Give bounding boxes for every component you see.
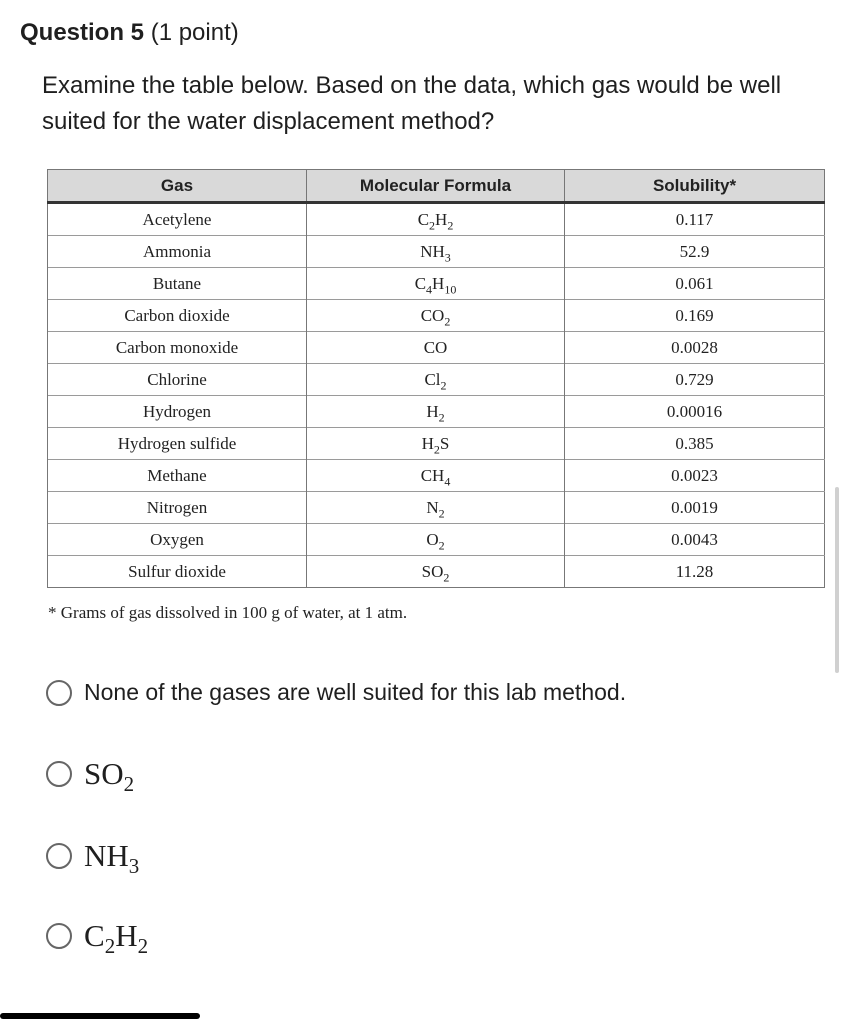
formula-part: C xyxy=(84,918,105,953)
formula-subscript: 2 xyxy=(440,377,447,392)
gas-solubility-table xyxy=(47,169,825,588)
formula-part: H xyxy=(115,918,138,953)
formula-subscript: 2 xyxy=(443,569,450,584)
solubility-cell: 11.28 xyxy=(565,556,825,588)
question-header xyxy=(20,17,239,49)
table-row xyxy=(48,203,825,236)
formula-cell xyxy=(307,364,565,396)
table-body xyxy=(48,203,825,588)
table-footnote: * Grams of gas dissolved in 100 g of water, at 1 atm. xyxy=(48,603,408,622)
gas-name-cell: Oxygen xyxy=(48,524,307,556)
formula-subscript: 4 xyxy=(444,473,451,488)
column-header-gas: Gas xyxy=(48,170,307,203)
formula-cell xyxy=(307,428,565,460)
formula-cell xyxy=(307,203,565,236)
solubility-cell: 0.0043 xyxy=(565,524,825,556)
table-row xyxy=(48,300,825,332)
formula-part: CO xyxy=(423,337,448,357)
answer-option-none[interactable] xyxy=(46,679,626,706)
formula-part: SO xyxy=(421,561,444,581)
question-points: (1 point) xyxy=(150,19,239,46)
formula-subscript: 2 xyxy=(433,441,440,456)
table-row xyxy=(48,236,825,268)
radio-button[interactable] xyxy=(46,843,72,869)
formula-part: H xyxy=(435,209,448,229)
formula-part: O xyxy=(426,529,439,549)
gas-name-cell: Nitrogen xyxy=(48,492,307,524)
formula-part: Cl xyxy=(424,369,441,389)
formula-part: C xyxy=(414,273,427,293)
table-row xyxy=(48,396,825,428)
gas-name-cell: Hydrogen xyxy=(48,396,307,428)
column-header-formula: Molecular Formula xyxy=(307,170,565,203)
formula-subscript: 2 xyxy=(104,934,116,959)
solubility-cell: 0.169 xyxy=(565,300,825,332)
formula-cell xyxy=(307,268,565,300)
formula-cell xyxy=(307,300,565,332)
gas-name-cell: Sulfur dioxide xyxy=(48,556,307,588)
formula-subscript: 2 xyxy=(429,217,436,232)
solubility-cell: 52.9 xyxy=(565,236,825,268)
formula-part: C xyxy=(417,209,430,229)
gas-name-cell: Butane xyxy=(48,268,307,300)
radio-button[interactable] xyxy=(46,923,72,949)
scrollbar[interactable] xyxy=(835,487,839,673)
formula-subscript: 3 xyxy=(444,249,451,264)
formula-cell xyxy=(307,332,565,364)
table-row xyxy=(48,524,825,556)
table-row xyxy=(48,492,825,524)
formula-subscript: 2 xyxy=(438,409,445,424)
formula-cell xyxy=(307,236,565,268)
answer-option-c2h2[interactable] xyxy=(46,918,149,959)
table-row xyxy=(48,332,825,364)
formula-subscript: 2 xyxy=(438,537,445,552)
question-title: Question 5 xyxy=(20,19,145,46)
formula-subscript: 2 xyxy=(438,505,445,520)
formula-cell xyxy=(307,492,565,524)
table-row xyxy=(48,268,825,300)
table-row xyxy=(48,556,825,588)
gas-name-cell: Carbon dioxide xyxy=(48,300,307,332)
solubility-cell: 0.061 xyxy=(565,268,825,300)
solubility-cell: 0.117 xyxy=(565,203,825,236)
formula-part: NH xyxy=(420,241,445,261)
formula-part: H xyxy=(421,433,434,453)
formula-cell xyxy=(307,524,565,556)
formula-part: NH xyxy=(84,838,129,873)
formula-subscript: 2 xyxy=(123,772,135,797)
gas-name-cell: Ammonia xyxy=(48,236,307,268)
radio-button[interactable] xyxy=(46,680,72,706)
formula-part: H xyxy=(426,401,439,421)
question-text: Examine the table below. Based on the data, which gas would be well suited for the water displacement method? xyxy=(42,72,782,135)
table-row xyxy=(48,460,825,492)
answer-option-formula xyxy=(84,918,149,959)
solubility-cell: 0.729 xyxy=(565,364,825,396)
formula-cell xyxy=(307,460,565,492)
formula-cell xyxy=(307,396,565,428)
formula-subscript: 4 xyxy=(426,281,433,296)
solubility-cell: 0.0023 xyxy=(565,460,825,492)
solubility-cell: 0.0028 xyxy=(565,332,825,364)
formula-part: S xyxy=(439,433,450,453)
formula-part: N xyxy=(426,497,439,517)
gas-name-cell: Hydrogen sulfide xyxy=(48,428,307,460)
formula-part: CH xyxy=(420,465,445,485)
home-indicator[interactable] xyxy=(0,1013,200,1019)
formula-subscript: 2 xyxy=(137,934,149,959)
radio-button[interactable] xyxy=(46,761,72,787)
formula-cell xyxy=(307,556,565,588)
formula-subscript: 3 xyxy=(128,854,140,879)
gas-name-cell: Acetylene xyxy=(48,203,307,236)
solubility-cell: 0.385 xyxy=(565,428,825,460)
answer-option-formula xyxy=(84,756,135,797)
table-row xyxy=(48,428,825,460)
solubility-cell: 0.0019 xyxy=(565,492,825,524)
formula-part: CO xyxy=(420,305,445,325)
table-row xyxy=(48,364,825,396)
answer-option-nh3[interactable] xyxy=(46,838,140,879)
answer-option-formula xyxy=(84,838,140,879)
formula-subscript: 2 xyxy=(444,313,451,328)
formula-subscript: 10 xyxy=(444,281,457,296)
column-header-solubility: Solubility* xyxy=(565,170,825,203)
gas-name-cell: Methane xyxy=(48,460,307,492)
answer-option-so2[interactable] xyxy=(46,756,135,797)
gas-name-cell: Carbon monoxide xyxy=(48,332,307,364)
formula-part: H xyxy=(432,273,445,293)
formula-part: SO xyxy=(84,756,124,791)
formula-subscript: 2 xyxy=(447,217,454,232)
answer-option-label: None of the gases are well suited for this lab method. xyxy=(84,679,627,705)
gas-name-cell: Chlorine xyxy=(48,364,307,396)
table-header-row xyxy=(48,170,825,203)
solubility-cell: 0.00016 xyxy=(565,396,825,428)
